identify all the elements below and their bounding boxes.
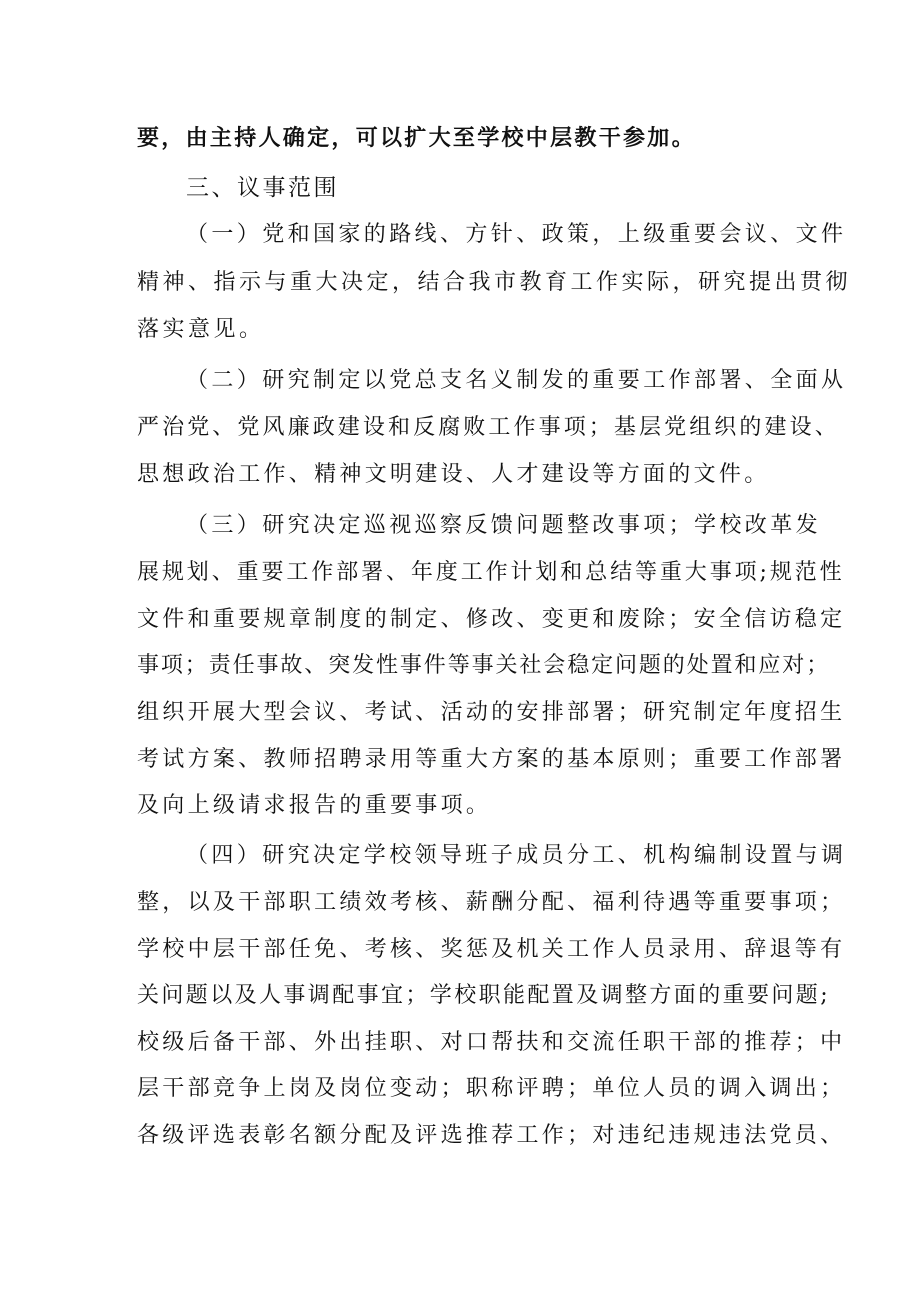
item-3-line-6: 考试方案、教师招聘录用等重大方案的基本原则；重要工作部署 xyxy=(137,747,846,772)
item-3-line-5: 组织开展大型会议、考试、活动的安排部署；研究制定年度招生 xyxy=(137,700,846,725)
item-2-line-2: 严治党、党风廉政建设和反腐败工作事项；基层党组织的建设、 xyxy=(137,415,840,440)
item-1-line-1: （一）党和国家的路线、方针、政策，上级重要会议、文件 xyxy=(186,222,847,247)
item-4-line-6: 层干部竞争上岗及岗位变动；职称评聘；单位人员的调入调出； xyxy=(137,1076,846,1101)
item-2-line-1: （二）研究制定以党总支名义制发的重要工作部署、全面从 xyxy=(186,368,847,393)
item-3-line-3: 文件和重要规章制度的制定、修改、变更和废除；安全信访稳定 xyxy=(137,607,846,632)
item-4-line-2: 整，以及干部职工绩效考核、薪酬分配、福利待遇等重要事项； xyxy=(137,890,846,915)
item-4-line-5: 校级后备干部、外出挂职、对口帮扶和交流任职干部的推荐；中 xyxy=(137,1030,846,1055)
item-1-line-3: 落实意见。 xyxy=(137,317,265,342)
item-3-line-1: （三）研究决定巡视巡察反馈问题整改事项；学校改革发 xyxy=(186,513,822,538)
item-4-line-1: （四）研究决定学校领导班子成员分工、机构编制设置与调 xyxy=(186,843,847,868)
item-1-line-2: 精神、指示与重大决定，结合我市教育工作实际，研究提出贯彻 xyxy=(137,270,852,295)
item-2-line-3: 思想政治工作、精神文明建设、人才建设等方面的文件。 xyxy=(137,462,770,487)
item-3-line-4: 事项；责任事故、突发性事件等事关社会稳定问题的处置和应对； xyxy=(137,653,831,678)
section-heading: 三、议事范围 xyxy=(186,175,339,201)
item-3-line-7: 及向上级请求报告的重要事项。 xyxy=(137,793,492,818)
item-4-line-4: 关问题以及人事调配事宜；学校职能配置及调整方面的重要问题; xyxy=(137,983,831,1008)
continuation-line: 要，由主持人确定，可以扩大至学校中层教干参加。 xyxy=(137,126,696,151)
item-3-line-2: 展规划、重要工作部署、年度工作计划和总结等重大事项;规范性 xyxy=(137,560,845,585)
item-4-line-3: 学校中层干部任免、考核、奖惩及机关工作人员录用、辞退等有 xyxy=(137,937,846,962)
item-4-line-7: 各级评选表彰名额分配及评选推荐工作；对违纪违规违法党员、 xyxy=(137,1123,846,1148)
